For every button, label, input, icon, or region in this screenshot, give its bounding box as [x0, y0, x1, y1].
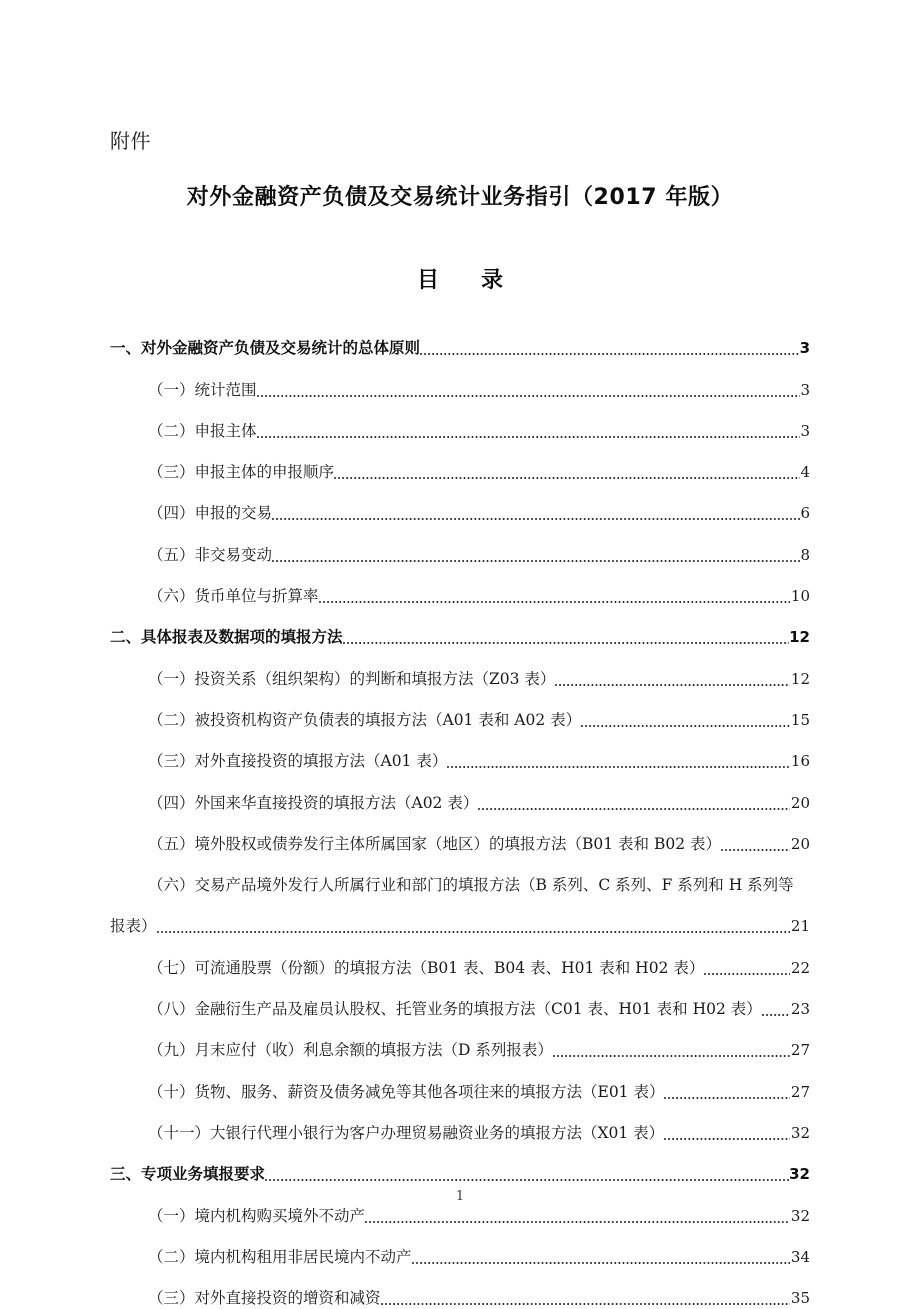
toc-entry-label: （二）申报主体: [148, 421, 257, 440]
toc-dot-leader: [581, 713, 790, 731]
toc-entry[interactable]: [110, 401, 810, 442]
toc-dot-leader: [794, 878, 810, 896]
toc-entry[interactable]: [110, 607, 810, 648]
toc-dot-leader: [319, 589, 791, 607]
toc-entry-page-number: 3: [800, 421, 810, 440]
toc-entry[interactable]: [110, 566, 810, 607]
toc-entry[interactable]: [110, 814, 810, 855]
page-title: 对外金融资产负债及交易统计业务指引（2017 年版）: [186, 185, 734, 210]
toc-dot-leader: [420, 341, 799, 359]
toc-entry-page-number: 22: [790, 958, 810, 977]
toc-entry-page-number: 35: [790, 1289, 810, 1308]
toc-entry-page-number: 16: [790, 752, 810, 771]
toc-entry[interactable]: [110, 1227, 810, 1268]
toc-entry[interactable]: [110, 1144, 810, 1185]
toc-entry-label: （四）申报的交易: [148, 504, 273, 523]
toc-dot-leader: [704, 961, 790, 979]
toc-entry[interactable]: [110, 524, 810, 565]
toc-entry-label: （五）非交易变动: [148, 545, 273, 564]
toc-entry-label: （七）可流通股票（份额）的填报方法（B01 表、B04 表、H01 表和 H02 表）: [148, 958, 705, 977]
toc-entry-page-number: 20: [790, 793, 810, 812]
toc-dot-leader: [381, 1291, 791, 1309]
toc-dot-leader: [721, 837, 790, 855]
toc-entry-label: 二、具体报表及数据项的填报方法: [110, 628, 343, 647]
toc-entry[interactable]: [110, 483, 810, 524]
toc-dot-leader: [272, 548, 800, 566]
toc-dot-leader: [343, 630, 789, 648]
toc-entry-label: （十一）大银行代理小银行为客户办理贸易融资业务的填报方法（X01 表）: [148, 1123, 665, 1142]
toc-entry[interactable]: [110, 648, 810, 689]
toc-entry-label: （二）被投资机构资产负债表的填报方法（A01 表和 A02 表）: [148, 710, 582, 729]
toc-entry-page-number: 32: [790, 1123, 810, 1142]
toc-dot-leader: [664, 1085, 790, 1103]
toc-entry[interactable]: [110, 896, 810, 937]
toc-entry-page-number: 21: [790, 917, 810, 936]
toc-entry[interactable]: [110, 1103, 810, 1144]
toc-entry-page-number: 12: [789, 628, 810, 647]
toc-entry-label: 一、对外金融资产负债及交易统计的总体原则: [110, 339, 421, 358]
toc-dot-leader: [257, 424, 800, 442]
toc-entry-page-number: 3: [800, 380, 810, 399]
toc-entry[interactable]: [110, 855, 810, 896]
toc-dot-leader: [412, 1250, 791, 1268]
toc-dot-leader: [272, 506, 800, 524]
toc-entry-label: （九）月末应付（收）利息余额的填报方法（D 系列报表）: [148, 1041, 553, 1060]
toc-dot-leader: [555, 672, 790, 690]
toc-entry-label: （三）对外直接投资的增资和减资: [148, 1289, 381, 1308]
toc-dot-leader: [157, 919, 791, 937]
toc-entry[interactable]: [110, 1268, 810, 1309]
toc-entry-page-number: 27: [790, 1082, 810, 1101]
toc-entry[interactable]: [110, 979, 810, 1020]
toc-entry-label: （十）货物、服务、薪资及债务减免等其他各项往来的填报方法（E01 表）: [148, 1082, 665, 1101]
toc-entry-label: 三、专项业务填报要求: [110, 1165, 266, 1184]
attachment-label: 附件: [110, 129, 151, 153]
toc-entry-label: （一）境内机构购买境外不动产: [148, 1206, 366, 1225]
toc-entry-page-number: 27: [790, 1041, 810, 1060]
toc-entry[interactable]: [110, 1061, 810, 1102]
toc-entry-label: （五）境外股权或债券发行主体所属国家（地区）的填报方法（B01 表和 B02 表）: [148, 834, 722, 853]
toc-entry[interactable]: [110, 318, 810, 359]
toc-dot-leader: [664, 1126, 790, 1144]
toc-entry-page-number: 6: [800, 504, 810, 523]
toc-entry[interactable]: [110, 937, 810, 978]
toc-entry-label: （三）申报主体的申报顺序: [148, 463, 335, 482]
toc-dot-leader: [334, 465, 800, 483]
table-of-contents: [110, 318, 810, 1309]
toc-entry-label: 报表）: [110, 917, 157, 936]
toc-entry-label: （四）外国来华直接投资的填报方法（A02 表）: [148, 793, 479, 812]
toc-dot-leader: [265, 1167, 789, 1185]
toc-entry[interactable]: [110, 731, 810, 772]
toc-entry-page-number: 34: [790, 1247, 810, 1266]
toc-entry[interactable]: [110, 359, 810, 400]
toc-entry[interactable]: [110, 772, 810, 813]
toc-entry-label: （六）交易产品境外发行人所属行业和部门的填报方法（B 系列、C 系列、F 系列和 H 系列等: [148, 876, 794, 895]
toc-entry-page-number: 10: [790, 587, 810, 606]
toc-entry-page-number: 32: [789, 1165, 810, 1184]
toc-entry-label: （二）境内机构租用非居民境内不动产: [148, 1247, 412, 1266]
toc-entry-page-number: 3: [799, 339, 810, 358]
toc-entry-page-number: 8: [800, 545, 810, 564]
toc-entry-page-number: 23: [790, 1000, 810, 1019]
page-number: 1: [455, 1189, 465, 1204]
toc-dot-leader: [762, 1002, 791, 1020]
toc-dot-leader: [365, 1209, 790, 1227]
toc-entry-page-number: 15: [790, 710, 810, 729]
toc-entry[interactable]: [110, 442, 810, 483]
toc-entry-label: （一）统计范围: [148, 380, 257, 399]
toc-dot-leader: [553, 1043, 791, 1061]
toc-entry[interactable]: [110, 690, 810, 731]
toc-entry-page-number: 20: [790, 834, 810, 853]
toc-dot-leader: [257, 383, 800, 401]
toc-entry-label: （八）金融衍生产品及雇员认股权、托管业务的填报方法（C01 表、H01 表和 H02 表）: [148, 1000, 762, 1019]
toc-entry-label: （六）货币单位与折算率: [148, 587, 319, 606]
table-of-contents-heading: 目 录: [416, 268, 513, 293]
toc-entry[interactable]: [110, 1020, 810, 1061]
toc-entry-page-number: 32: [790, 1206, 810, 1225]
toc-entry-page-number: 12: [790, 669, 810, 688]
toc-dot-leader: [447, 754, 790, 772]
toc-dot-leader: [478, 796, 790, 814]
toc-entry-label: （三）对外直接投资的填报方法（A01 表）: [148, 752, 448, 771]
toc-entry-page-number: 4: [800, 463, 810, 482]
toc-entry-label: （一）投资关系（组织架构）的判断和填报方法（Z03 表）: [148, 669, 556, 688]
